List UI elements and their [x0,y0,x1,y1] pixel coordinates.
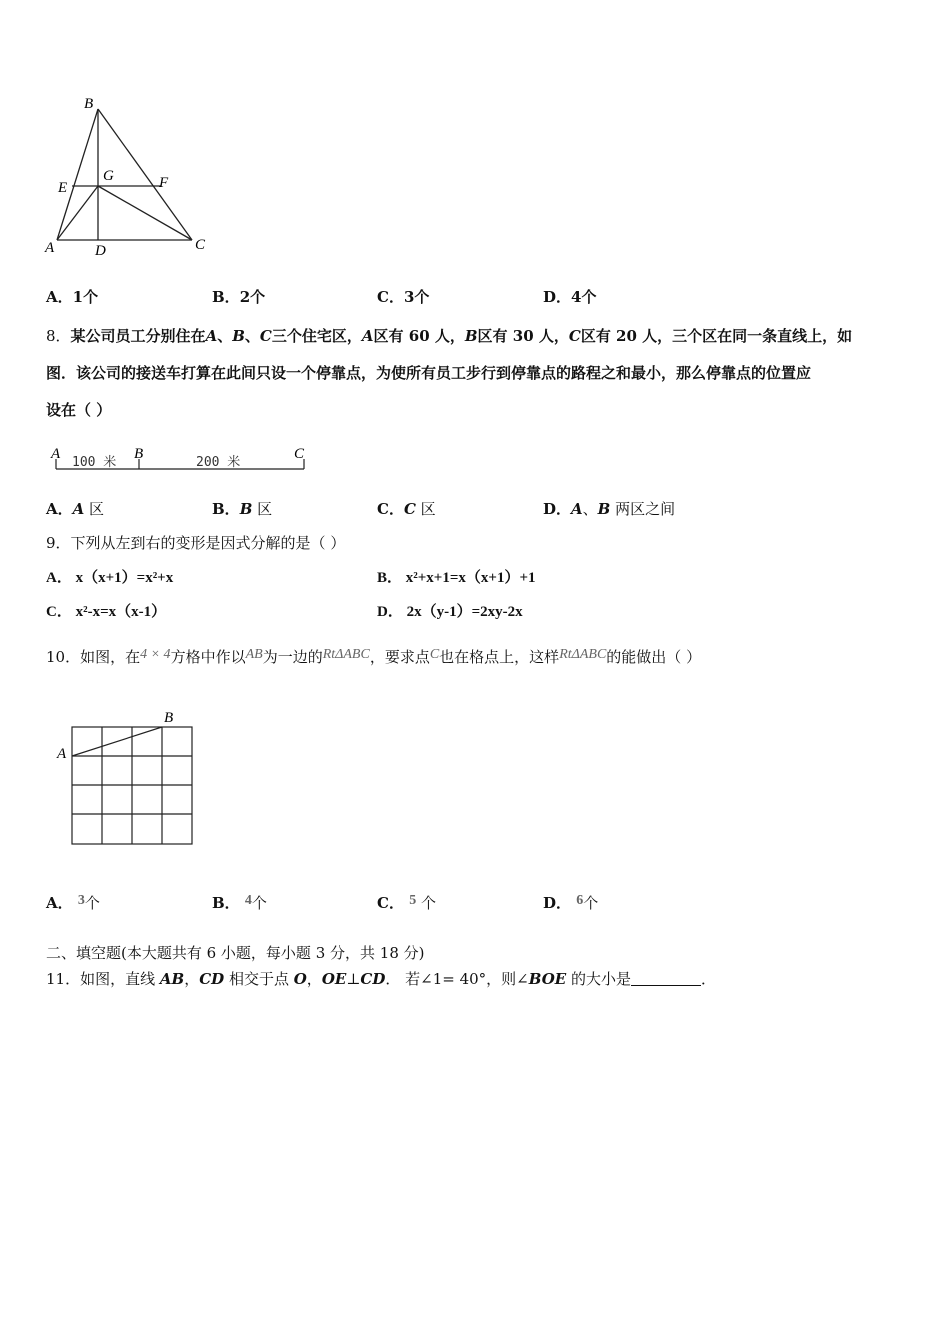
q8-option-c[interactable]: C．C 区 [377,500,436,518]
q9-option-d[interactable]: D． 2x（y-1）=2xy-2x [377,604,523,620]
q11-stem: 11．如图，直线 AB，CD 相交于点 O，OE⊥CD． 若∠1= 40°，则∠BOE 的大小是 ． [46,970,717,988]
distance-ab: 100 米 [72,455,117,470]
segment-ab [72,727,162,756]
distance-line-figure [44,444,314,474]
label-b: B [84,96,94,112]
q10-option-a[interactable]: A． 3个 [46,893,100,912]
q7-option-c[interactable]: C．3个 [377,288,430,306]
q10-option-d[interactable]: D． 6个 [543,893,599,912]
q9-option-a[interactable]: A． x（x+1）=x²+x [46,570,174,586]
grid-label-a: A [57,746,67,762]
q10-option-b[interactable]: B． 4个 [212,893,267,912]
distance-bc: 200 米 [196,455,241,470]
grid-figure [52,706,202,851]
q7-option-d[interactable]: D．4个 [543,288,597,306]
label-c: C [195,237,206,253]
q9-option-c[interactable]: C． x²-x=x（x-1） [46,604,167,620]
answer-blank[interactable] [631,971,701,986]
q10-option-c[interactable]: C． 5 个 [377,893,436,912]
q10-stem: 10．如图，在4 × 4方格中作以AB为一边的RtΔABC，要求点C也在格点上，这样RtΔABC的能做出（ ） [46,647,702,666]
segment-gc [98,186,192,240]
label-g: G [103,168,114,184]
q9-stem: 9．下列从左到右的变形是因式分解的是（ ） [46,534,346,552]
point-b: B [134,446,144,462]
point-a: A [51,446,61,462]
q8-option-d[interactable]: D．A、B 两区之间 [543,500,676,518]
triangle-figure [40,92,220,267]
q8-line-3: 设在（ ） [46,401,112,419]
q8-line-1: 8．某公司员工分别住在A、B、C三个住宅区，A区有 60 人，B区有 30 人，C区有 20 人，三个区在同一条直线上，如 [46,327,853,345]
q7-option-b[interactable]: B．2个 [212,288,266,306]
q7-option-a[interactable]: A．1个 [46,288,99,306]
q8-line-2: 图．该公司的接送车打算在此间只设一个停靠点，为使所有员工步行到停靠点的路程之和最小，那么停靠点的位置应 [46,364,812,382]
q8-option-a[interactable]: A．A 区 [46,500,105,518]
grid-label-b: B [164,710,174,726]
label-e: E [58,180,68,196]
point-c: C [294,446,305,462]
section-2-title: 二、填空题(本大题共有 6 小题，每小题 3 分，共 18 分) [46,944,425,962]
label-d: D [95,243,106,259]
q8-option-b[interactable]: B．B 区 [212,500,273,518]
edge-ab [57,109,98,240]
label-a: A [45,240,55,256]
label-f: F [159,175,169,191]
q9-option-b[interactable]: B． x²+x+1=x（x+1）+1 [377,570,536,586]
